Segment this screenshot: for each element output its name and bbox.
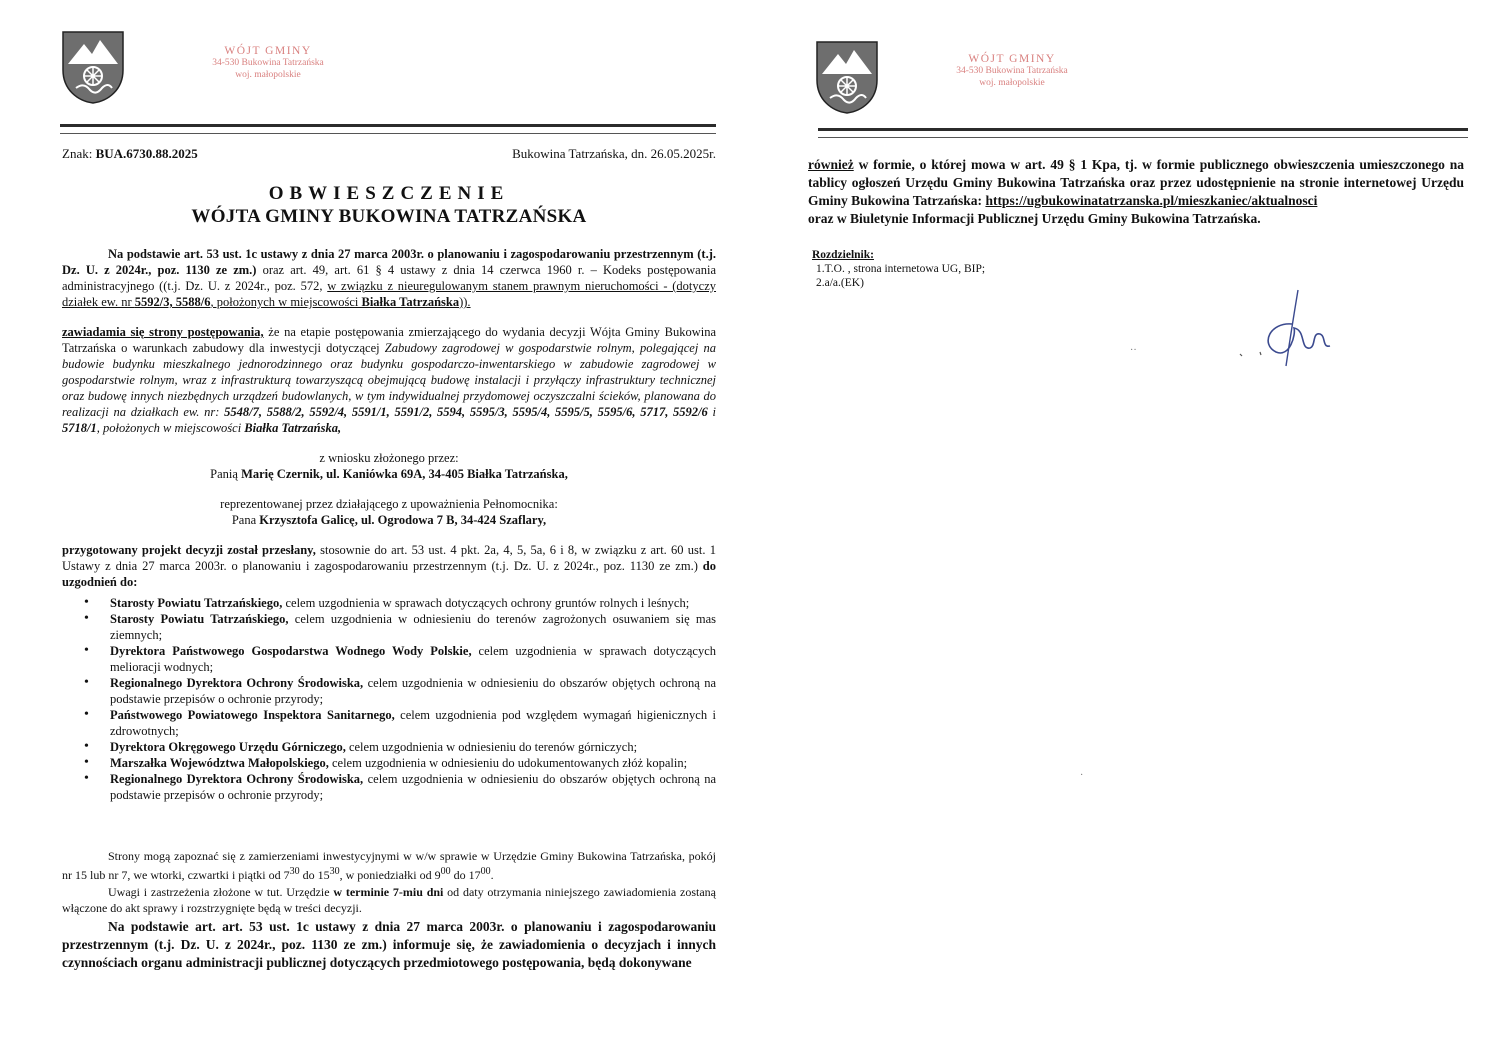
- distribution-item: 1.T.O. , strona internetowa UG, BIP;: [816, 263, 986, 275]
- header-rule: [60, 124, 716, 134]
- scan-artifact: ·: [1080, 770, 1084, 781]
- agency-name: Dyrektora Państwowego Gospodarstwa Wodnego Wody Polskie,: [110, 644, 472, 658]
- agency-name: Dyrektora Okręgowego Urzędu Górniczego,: [110, 740, 346, 754]
- continuation-paragraph: również w formie, o której mowa w art. 49 § 1 Kpa, tj. w formie publicznego obwieszczenia umieszczonego na tablicy ogłoszeń Urzędu Gminy Bukowina Tatrzańska oraz przez udostępnienie na stronie internetowej Urzędu Gminy Bukowina Tatrzańska: https://ugbukowinatatrzanska.pl/mieszkaniec/aktualnosci oraz w Biuletynie Informacji Publicznej Urzędu Gminy Bukowina Tatrzańska.: [808, 157, 1464, 226]
- comments-paragraph: Uwagi i zastrzeżenia złożone w tut. Urzędzie w terminie 7-miu dni od daty otrzymania niniejszego zawiadomienia zostaną włączone do akt sprawy i rozstrzygnięte będą w treści decyzji.: [62, 885, 716, 915]
- bullet-icon: •: [84, 755, 89, 770]
- agency-purpose: celem uzgodnienia w odniesieniu do obszarów objętych ochroną na podstawie przepisów o ochronie przyrody;: [110, 772, 716, 802]
- bullet-icon: •: [84, 595, 89, 610]
- agency-purpose: celem uzgodnienia w sprawach dotyczących ochrony gruntów rolnych i leśnych;: [282, 596, 690, 610]
- agency-name: Regionalnego Dyrektora Ochrony Środowiska,: [110, 676, 364, 690]
- notice-method-paragraph: Na podstawie art. art. 53 ust. 1c ustawy z dnia 27 marca 2003r. o planowaniu i zagospodarowaniu przestrzennym (t.j. Dz. U. z 2024r., poz. 1130 ze zm.) informuje się, że zawiadomienia o decyzjach i innych czynnościach organu administracji publicznej dotyczących przedmiotowego postępowania, będą dokonywane: [62, 919, 716, 970]
- agency-purpose: celem uzgodnienia w odniesieniu do terenów zagrożonych osuwaniem się mas ziemnych;: [110, 612, 716, 642]
- legal-basis-paragraph: Na podstawie art. 53 ust. 1c ustawy z dnia 27 marca 2003r. o planowaniu i zagospodarowaniu przestrzennym (t.j. Dz. U. z 2024r., poz. 1130 ze zm.) oraz art. 49, art. 61 § 4 ustawy z dnia 14 czerwca 1960 r. – Kodeks postępowania administracyjnego ((t.j. Dz. U. z 2024r., poz. 572, w związku z nieuregulowanym stanem prawnym nieruchomości - (dotyczy działek ew. nr 5592/3, 5588/6, położonych w miejscowości Białka Tatrzańska)).: [62, 247, 717, 309]
- agency-purpose: celem uzgodnienia w odniesieniu do terenów górniczych;: [345, 740, 638, 754]
- agency-name: Starosty Powiatu Tatrzańskiego,: [110, 596, 283, 610]
- website-link[interactable]: https://ugbukowinatatrzanska.pl/mieszkaniec/aktualnosci: [985, 193, 1318, 208]
- coat-of-arms-icon: [62, 30, 124, 104]
- stamp-line-1: WÓJT GMINY: [968, 53, 1056, 65]
- stamp-line-2: 34-530 Bukowina Tatrzańska: [212, 58, 324, 68]
- agency-list-item: [62, 755, 716, 771]
- agency-list-item: [62, 771, 716, 803]
- draft-decision-paragraph: przygotowany projekt decyzji został przesłany, stosownie do art. 53 ust. 4 pkt. 2a, 4, 5, 5a, 6 i 8, w związku z art. 60 ust. 1 Ustawy z dnia 27 marca 2003r. o planowaniu i zagospodarowaniu przestrzennym (t.j. Dz. U. z 2024r., poz. 1130 ze zm.) do uzgodnień do:: [62, 543, 716, 589]
- notification-paragraph: zawiadamia się strony postępowania, że na etapie postępowania zmierzającego do wydania decyzji Wójta Gminy Bukowina Tatrzańska o warunkach zabudowy dla inwestycji dotyczącej Zabudowy zagrodowej w gospodarstwie rolnym, polegającej na budowie budynku mieszkalnego jednorodzinnego oraz budynku gospodarczo-inwentarskiego w zabudowie zagrodowej w gospodarstwie rolnym, wraz z infrastrukturą towarzyszącą obejmującą budowę instalacji i przyłączy infrastruktury technicznej oraz budowę innych niezbędnych urządzeń budowlanych, w tym indywidualnej przydomowej oczyszczalni ścieków, planowana do realizacji na działkach ew. nr: 5548/7, 5588/2, 5592/4, 5591/1, 5591/2, 5594, 5595/3, 5595/4, 5595/5, 5595/6, 5717, 5592/6 i 5718/1, położonych w miejscowości Białka Tatrzańska,: [62, 325, 716, 435]
- reference-number: Znak: BUA.6730.88.2025: [62, 146, 198, 161]
- distribution-item: 2.a/a.(EK): [816, 277, 864, 289]
- distribution-list: [812, 248, 985, 290]
- coat-of-arms-icon: [816, 40, 878, 114]
- header-rule: [818, 128, 1468, 138]
- stamp-line-3: woj. małopolskie: [979, 78, 1045, 88]
- agency-purpose: celem uzgodnienia w odniesieniu do obszarów objętych ochroną na podstawie przepisów o ochronie przyrody;: [110, 676, 716, 706]
- inspection-info-paragraph: Strony mogą zapoznać się z zamierzeniami inwestycyjnymi w w/w sprawie w Urzędzie Gminy Bukowina Tatrzańska, pokój nr 15 lub nr 7, we wtorki, czwartki i piątki od $7^{30}$ do $15^{30}$, w poniedziałki od $9^{00}$ do $17^{00}$.: [62, 849, 716, 882]
- agency-list-item: [62, 643, 716, 675]
- representative-block: reprezentowanej przez działającego z upoważnienia Pełnomocnika: Pana Krzysztofa Galicę, ul. Ogrodowa 7 B, 34-424 Szaflary,: [220, 497, 558, 527]
- agency-list-item: [62, 675, 716, 707]
- signature-image: [1220, 284, 1340, 374]
- document-title: OBWIESZCZENIE: [268, 183, 510, 204]
- agency-name: Regionalnego Dyrektora Ochrony Środowiska,: [110, 772, 364, 786]
- bullet-icon: •: [84, 643, 89, 658]
- place-date: Bukowina Tatrzańska, dn. 26.05.2025r.: [512, 146, 716, 161]
- office-stamp: [932, 53, 1092, 89]
- document-subtitle: WÓJTA GMINY BUKOWINA TATRZAŃSKA: [191, 206, 587, 227]
- agency-list-item: [62, 595, 716, 611]
- agency-name: Starosty Powiatu Tatrzańskiego,: [110, 612, 289, 626]
- applicant-block: z wniosku złożonego przez: Panią Marię Czernik, ul. Kaniówka 69A, 34-405 Białka Tatrzańska,: [210, 451, 568, 481]
- office-stamp: [188, 45, 348, 81]
- stamp-line-1: WÓJT GMINY: [224, 45, 312, 57]
- bullet-icon: •: [84, 707, 89, 722]
- agency-list: [62, 595, 716, 803]
- bullet-icon: •: [84, 675, 89, 690]
- agency-purpose: celem uzgodnienia w odniesieniu do udokumentowanych złóż kopalin;: [328, 756, 688, 770]
- agency-list-item: [62, 707, 716, 739]
- scan-artifact: ··: [1130, 345, 1137, 356]
- agency-purpose: celem uzgodnienia w sprawach dotyczących melioracji wodnych;: [110, 644, 717, 674]
- agency-purpose: celem uzgodnienia pod względem wymagań higienicznych i zdrowotnych;: [110, 708, 716, 738]
- bullet-icon: •: [84, 739, 89, 754]
- page-2: [760, 0, 1500, 1060]
- stamp-line-2: 34-530 Bukowina Tatrzańska: [956, 66, 1068, 76]
- agency-list-item: [62, 739, 716, 755]
- bullet-icon: •: [84, 611, 89, 626]
- stamp-line-3: woj. małopolskie: [235, 70, 301, 80]
- bullet-icon: •: [84, 771, 89, 786]
- agency-list-item: [62, 611, 716, 643]
- distribution-heading: Rozdzielnik:: [812, 249, 874, 261]
- agency-name: Państwowego Powiatowego Inspektora Sanitarnego,: [110, 708, 395, 722]
- agency-name: Marszałka Województwa Małopolskiego,: [110, 756, 329, 770]
